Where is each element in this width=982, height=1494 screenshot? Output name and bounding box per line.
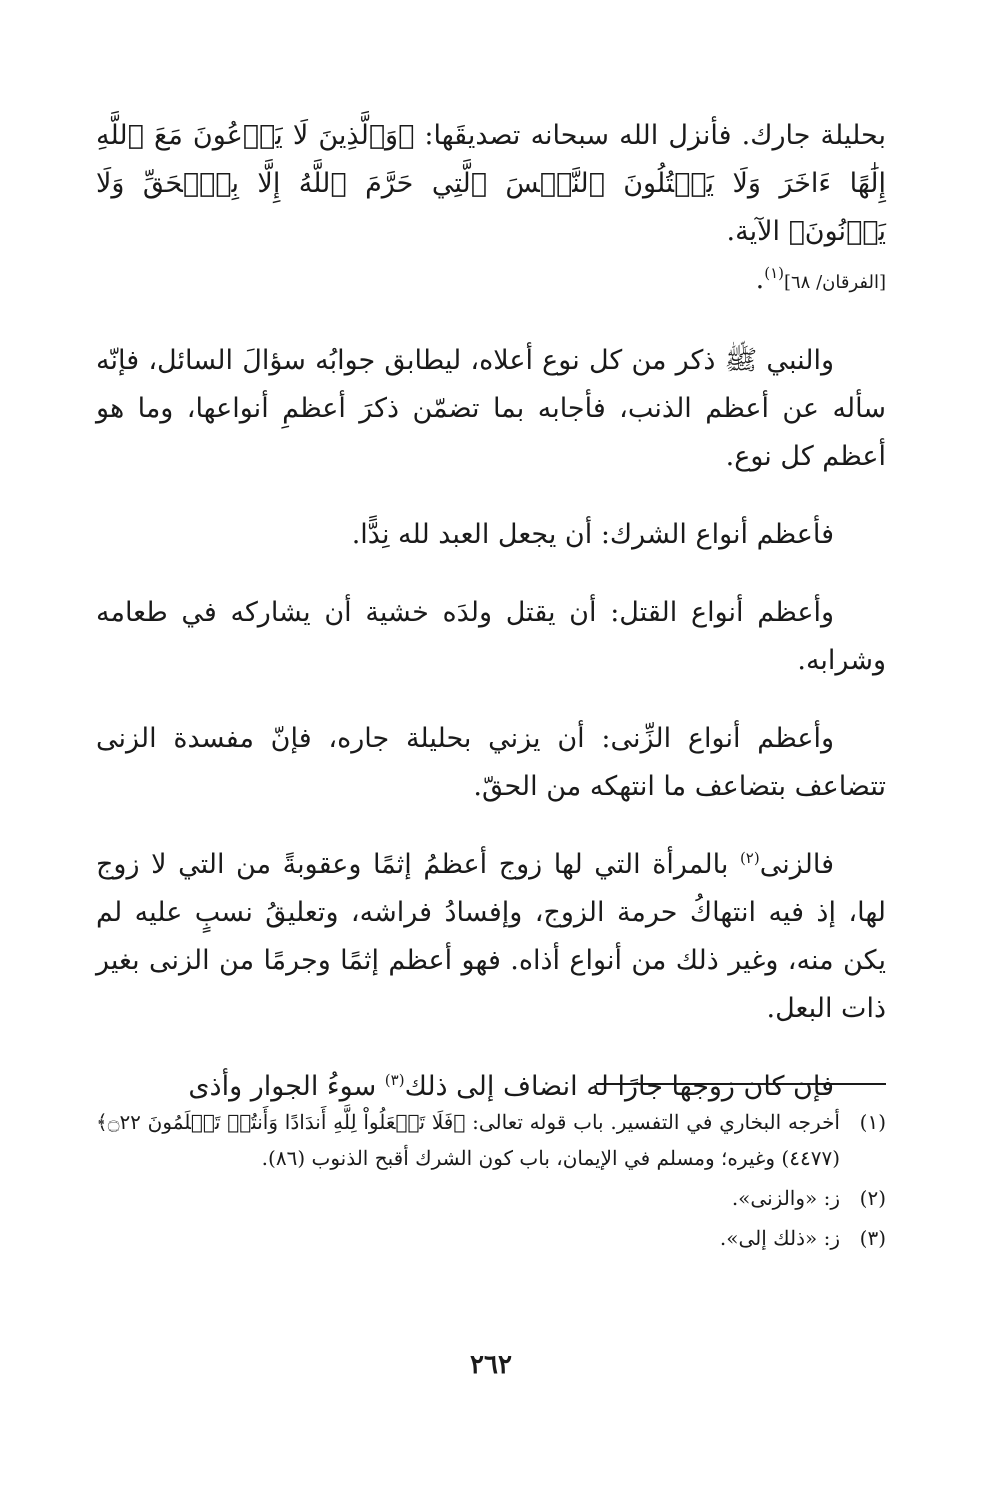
- paragraph-6-start: فالزنى: [759, 849, 834, 880]
- footnote-text: أخرجه البخاري في التفسير. باب قوله تعالى: ﴿فَلَا تَجۡعَلُواْ لِلَّهِ أَندَادًا وَأَنتُمۡ تَعۡلَمُونَ ۝٢٢﴾ (٤٤٧٧) وغيره؛ ومسلم في الإيمان، باب كون الشرك أقبح الذنوب (٨٦).: [96, 1110, 840, 1170]
- footnote-marker-2: (٢): [739, 849, 760, 867]
- footnote-3: [96, 1220, 886, 1256]
- footnote-separator: [596, 1083, 886, 1085]
- surah-reference: [الفرقان/ ٦٨]: [783, 272, 886, 293]
- paragraph-7-start: فإن كان زوجها جارًا له انضاف إلى ذلك: [404, 1071, 834, 1102]
- footnote-number: (٢): [859, 1186, 886, 1210]
- footnote-2: [96, 1180, 886, 1216]
- paragraph-1-tail: الآية.: [726, 216, 789, 247]
- footnote-marker-1: (١): [764, 264, 784, 282]
- paragraph-1-text: بحليلة جارك. فأنزل الله سبحانه تصديقَها:: [414, 120, 886, 151]
- main-text: [96, 112, 886, 1111]
- footnote-text: ز: «والزنى».: [731, 1186, 840, 1210]
- footnote-1: [96, 1104, 886, 1176]
- paragraph-6: [96, 841, 886, 1033]
- footnote-marker-3: (٣): [384, 1071, 405, 1089]
- footnote-text: ز: «ذلك إلى».: [719, 1226, 840, 1250]
- footnotes: [96, 1104, 886, 1260]
- quran-verse: ﴿وَٱلَّذِينَ لَا يَدۡعُونَ مَعَ ٱللَّهِ إِلَٰهًا ءَاخَرَ وَلَا يَقۡتُلُونَ ٱلنَّفۡسَ ٱلَّتِي حَرَّمَ ٱللَّهُ إِلَّا بِٱلۡحَقِّ وَلَا يَزۡنُونَ﴾: [96, 120, 886, 247]
- paragraph-1: [96, 112, 886, 307]
- paragraph-2: والنبي ﷺ ذكر من كل نوع أعلاه، ليطابق جوابُه سؤالَ السائل، فإنّه سأله عن أعظم الذنب، فأجابه بما تضمّن ذكرَ أعظمِ أنواعها، وما هو أعظم كل نوع.: [96, 345, 886, 472]
- paragraph-4: وأعظم أنواع القتل: أن يقتل ولدَه خشية أن يشاركه في طعامه وشرابه.: [96, 597, 886, 676]
- paragraph-7-text: سوءُ الجوار وأذى: [188, 1071, 385, 1102]
- paragraph-5: وأعظم أنواع الزِّنى: أن يزني بحليلة جاره، فإنّ مفسدة الزنى تتضاعف بتضاعف ما انتهكه من الحقّ.: [96, 723, 886, 802]
- page-number: ٢٦٢: [470, 1350, 512, 1380]
- paragraph-6-text: بالمرأة التي لها زوج أعظمُ إثمًا وعقوبةً من التي لا زوج لها، إذ فيه انتهاكُ حرمة الزوج، وإفسادُ فراشه، وتعليقُ نسبٍ عليه لم يكن منه، وغير ذلك من أنواع أذاه. فهو أعظم إثمًا وجرمًا من الزنى بغير ذات البعل.: [96, 849, 886, 1024]
- footnote-number: (١): [859, 1110, 886, 1134]
- paragraph-1-end: .: [755, 264, 765, 295]
- footnote-number: (٣): [859, 1226, 886, 1250]
- paragraph-3: فأعظم أنواع الشرك: أن يجعل العبد لله نِدًّا.: [351, 519, 834, 550]
